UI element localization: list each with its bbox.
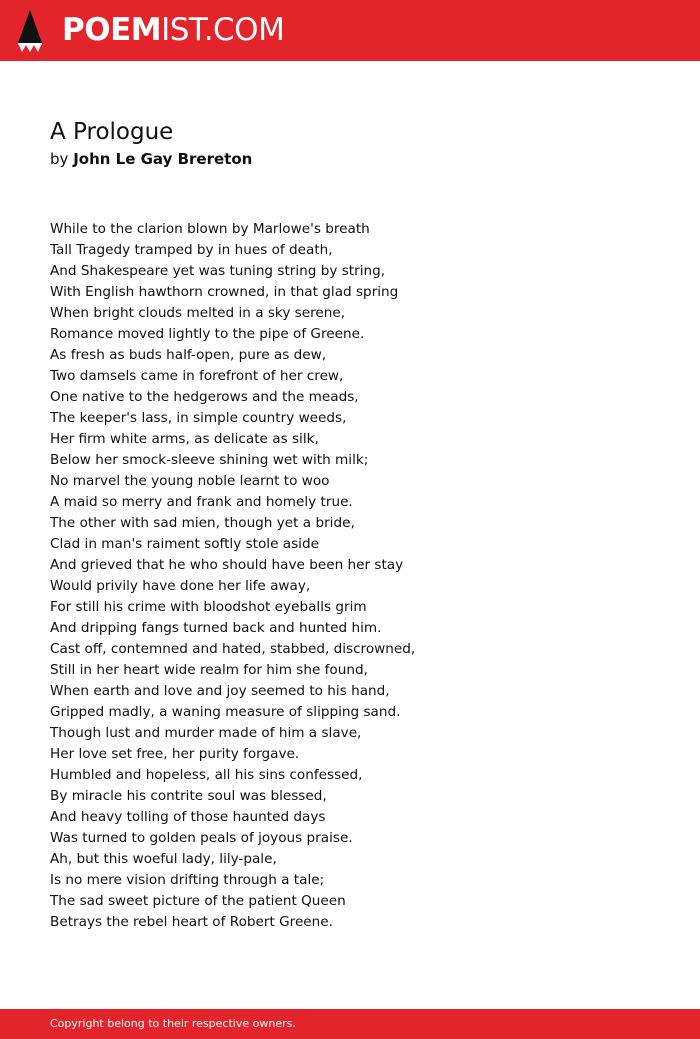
poem-line: For still his crime with bloodshot eyeballs grim [50, 599, 367, 615]
poem-line: One native to the hedgerows and the meads, [50, 389, 359, 405]
pencil-tip-icon[interactable] [18, 10, 42, 52]
poem-line: Clad in man's raiment softly stole aside [50, 536, 319, 552]
poem-line: When earth and love and joy seemed to his hand, [50, 683, 390, 699]
poem-line: Would privily have done her life away, [50, 578, 311, 594]
poem-line: Humbled and hopeless, all his sins confessed, [50, 767, 363, 783]
poem-line: And grieved that he who should have been her stay [50, 557, 404, 573]
poem-line: Cast off, contemned and hated, stabbed, discrowned, [50, 641, 416, 657]
by-label: by [50, 150, 69, 168]
poem-line: As fresh as buds half-open, pure as dew, [50, 347, 327, 363]
poem-line: Though lust and murder made of him a slave, [50, 725, 362, 741]
poem-line: While to the clarion blown by Marlowe's breath [50, 221, 370, 237]
poem-line: By miracle his contrite soul was blessed, [50, 788, 327, 804]
poem-line: And heavy tolling of those haunted days [50, 809, 326, 825]
poem-line: The keeper's lass, in simple country weeds, [50, 410, 347, 426]
poem-line: And Shakespeare yet was tuning string by string, [50, 263, 386, 279]
poem-line: Was turned to golden peals of joyous praise. [50, 830, 353, 846]
poem-line: Romance moved lightly to the pipe of Greene. [50, 326, 365, 342]
site-logo[interactable] [62, 12, 284, 48]
poem-line: Ah, but this woeful lady, lily-pale, [50, 851, 277, 867]
poem-line: The other with sad mien, though yet a bride, [50, 515, 355, 531]
poem-line: When bright clouds melted in a sky serene, [50, 305, 346, 321]
poem-line: The sad sweet picture of the patient Queen [50, 893, 346, 909]
brand-light-text: IST.COM [161, 12, 285, 48]
poem-line: Gripped madly, a waning measure of slipping sand. [50, 704, 401, 720]
site-footer [0, 1009, 700, 1039]
poem-author: John Le Gay Brereton [73, 150, 253, 168]
poem-line: And dripping fangs turned back and hunted him. [50, 620, 382, 636]
poem-line: Still in her heart wide realm for him she found, [50, 662, 368, 678]
poem-line: Two damsels came in forefront of her crew, [50, 368, 344, 384]
poem-title: A Prologue [50, 119, 174, 145]
poem-line: Tall Tragedy tramped by in hues of death, [50, 242, 333, 258]
poem-line: Is no mere vision drifting through a tale; [50, 872, 325, 888]
brand-bold-text: POEM [62, 12, 162, 48]
poem-line: No marvel the young noble learnt to woo [50, 473, 330, 489]
poem-line: Betrays the rebel heart of Robert Greene. [50, 914, 333, 930]
copyright-text: Copyright belong to their respective owners. [50, 1017, 296, 1030]
poem-line: With English hawthorn crowned, in that glad spring [50, 284, 399, 300]
poem-body [50, 219, 670, 933]
poem-byline [50, 149, 252, 169]
poem-line: Below her smock-sleeve shining wet with milk; [50, 452, 369, 468]
site-header [0, 0, 700, 61]
poem-line: A maid so merry and frank and homely true. [50, 494, 353, 510]
poem-line: Her love set free, her purity forgave. [50, 746, 300, 762]
poem-line: Her firm white arms, as delicate as silk, [50, 431, 319, 447]
